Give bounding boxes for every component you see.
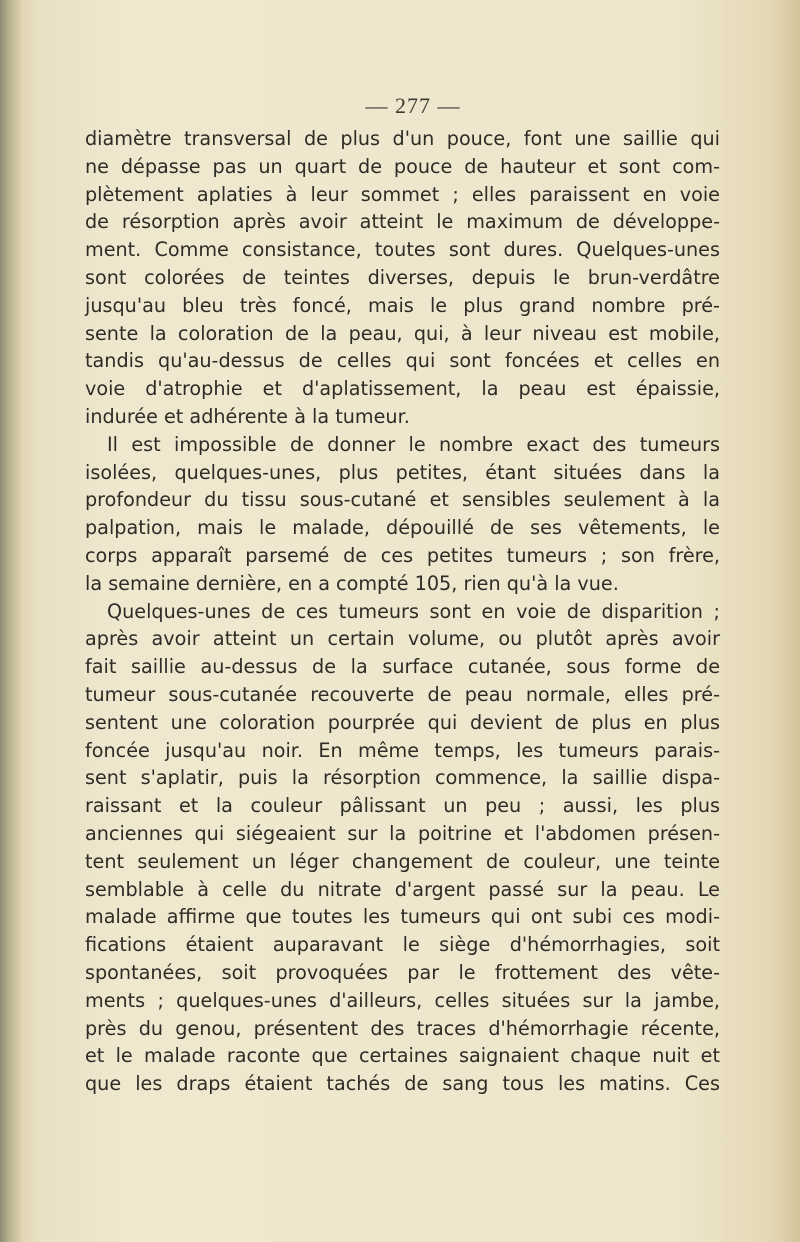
text-line: et le malade raconte que certaines saignaient chaque nuit et (85, 1044, 720, 1068)
text-line: tent seulement un léger changement de couleur, une teinte (85, 849, 720, 873)
body-text (85, 125, 720, 1098)
text-line: ments ; quelques-unes d'ailleurs, celles situées sur la jambe, (85, 988, 720, 1012)
text-line: ne dépasse pas un quart de pouce de hauteur et sont com- (85, 154, 720, 178)
paragraph (85, 125, 720, 431)
text-line: la semaine dernière, en a compté 105, rien qu'à la vue. (85, 571, 619, 595)
text-line: voie d'atrophie et d'aplatissement, la peau est épaissie, (85, 377, 720, 401)
text-line: palpation, mais le malade, dépouillé de ses vêtements, le (85, 516, 720, 540)
text-line: sentent une coloration pourprée qui devient de plus en plus (85, 710, 720, 734)
page-number: — 277 — (365, 93, 461, 118)
text-line: après avoir atteint un certain volume, ou plutôt après avoir (85, 627, 720, 651)
text-line: Il est impossible de donner le nombre exact des tumeurs (107, 432, 720, 456)
text-line: plètement aplaties à leur sommet ; elles paraissent en voie (85, 182, 720, 206)
text-line: profondeur du tissu sous-cutané et sensibles seulement à la (85, 488, 720, 512)
text-line: raissant et la couleur pâlissant un peu ; aussi, les plus (85, 794, 720, 818)
text-line: spontanées, soit provoquées par le frottement des vête- (85, 960, 720, 984)
text-line: sont colorées de teintes diverses, depuis le brun-verdâtre (85, 265, 720, 289)
text-line: que les draps étaient tachés de sang tous les matins. Ces (85, 1072, 720, 1096)
text-line: tandis qu'au-dessus de celles qui sont foncées et celles en (85, 349, 720, 373)
paragraph (85, 598, 720, 1098)
text-line: tumeur sous-cutanée recouverte de peau normale, elles pré- (85, 682, 720, 706)
text-line: semblable à celle du nitrate d'argent passé sur la peau. Le (85, 877, 720, 901)
text-line: corps apparaît parsemé de ces petites tumeurs ; son frère, (85, 543, 720, 567)
text-line: anciennes qui siégeaient sur la poitrine et l'abdomen présen- (85, 821, 720, 845)
text-line: près du genou, présentent des traces d'hémorrhagie récente, (85, 1016, 720, 1040)
text-line: fications étaient auparavant le siège d'hémorrhagies, soit (85, 933, 720, 957)
text-line: jusqu'au bleu très foncé, mais le plus grand nombre pré- (85, 293, 720, 317)
text-line: fait saillie au-dessus de la surface cutanée, sous forme de (85, 655, 720, 679)
text-line: sente la coloration de la peau, qui, à leur niveau est mobile, (85, 321, 720, 345)
text-line: malade affirme que toutes les tumeurs qui ont subi ces modi- (85, 905, 720, 929)
text-line: de résorption après avoir atteint le maximum de développe- (85, 210, 720, 234)
text-line: indurée et adhérente à la tumeur. (85, 404, 410, 428)
binding-shadow (0, 0, 22, 1242)
paragraph (85, 431, 720, 598)
text-line: foncée jusqu'au noir. En même temps, les tumeurs parais- (85, 738, 720, 762)
text-line: sent s'aplatir, puis la résorption commence, la saillie dispa- (85, 766, 720, 790)
text-line: ment. Comme consistance, toutes sont dures. Quelques-unes (85, 238, 720, 262)
text-line: diamètre transversal de plus d'un pouce, font une saillie qui (85, 127, 720, 150)
text-line: isolées, quelques-unes, plus petites, étant situées dans la (85, 460, 720, 484)
text-line: Quelques-unes de ces tumeurs sont en voie de disparition ; (107, 599, 720, 623)
